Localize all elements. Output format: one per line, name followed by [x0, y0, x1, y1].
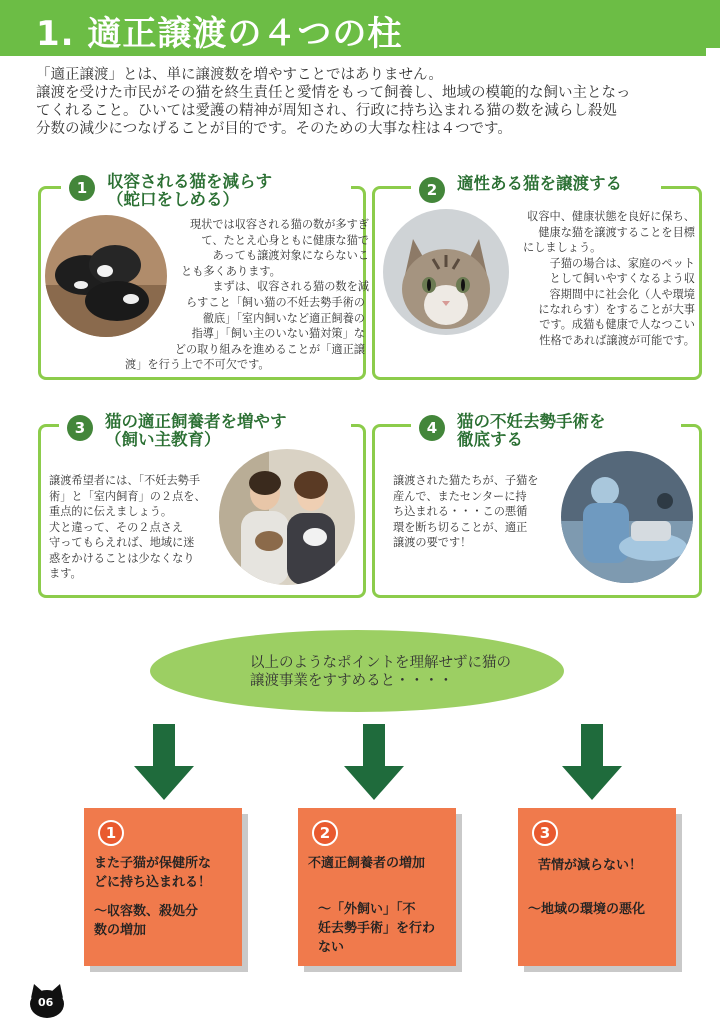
- down-arrow-icon: [344, 724, 404, 800]
- page-number: 06: [38, 996, 54, 1009]
- pillar-3-line: ます。: [49, 567, 82, 580]
- pillar-1-line: あっても譲渡対象にならないこ: [212, 249, 369, 262]
- warning-callout: [150, 630, 564, 712]
- pillar-1-text: [159, 217, 369, 295]
- pillar-1-line: とも多くあります。: [181, 264, 281, 278]
- page-title: 1. 適正譲渡の４つの柱: [36, 14, 403, 54]
- pillar-1-line: て、たとえ心身ともに健康な猫で: [201, 233, 369, 247]
- pillar-2-line: 子猫の場合は、家庭のペット: [549, 256, 695, 270]
- pillar-2-text: [495, 209, 695, 318]
- pillar-4-text: [393, 473, 563, 551]
- result-box-1: [84, 808, 242, 966]
- result-1-title: また子猫が保健所な どに持ち込まれる！: [94, 856, 212, 890]
- intro-line: てくれること。ひいては愛護の精神が周知され、行政に持ち込まれる猫の数を減らし殺処: [36, 103, 617, 119]
- pillar-2-line: 容期間中に社会化（人や環境: [549, 287, 695, 301]
- intro-line: 分数の減少につなげることが目的です。そのための大事な柱は４つです。: [36, 121, 512, 137]
- pillar-3-line: 重点的に伝えましょう。: [49, 505, 173, 518]
- result-box-3: [518, 808, 676, 966]
- pillar-2-line: 性格であれば譲渡が可能です。: [539, 333, 695, 347]
- result-2-detail: ～「外飼い」「不 妊去勢手術」を行わ ない: [318, 902, 436, 955]
- down-arrow-icon: [562, 724, 622, 800]
- intro-paragraph: [36, 66, 696, 138]
- pillar-3-number-badge: 3: [67, 415, 93, 441]
- pillar-4-number-badge: 4: [419, 415, 445, 441]
- pillar-1-line: 渡」を行う上で不可欠です。: [125, 358, 270, 371]
- pillar-1-line: どの取り組みを進めることが「適正譲: [174, 342, 365, 356]
- intro-line: 譲渡を受けた市民がその猫を終生責任と愛情をもって飼養し、地域の模範的な飼い主となっ: [36, 85, 631, 101]
- pillar-2-line: にしましょう。: [523, 241, 602, 254]
- warning-callout-text: [250, 654, 511, 690]
- pillar-1-line: 徹底」「室内飼いなど適正飼養の: [202, 311, 365, 325]
- title-bar: [0, 0, 720, 56]
- callout-line: 以上のようなポイントを理解せずに猫の: [250, 655, 511, 671]
- pillar-2-line: 健康な猫を譲渡することを目標: [538, 225, 695, 239]
- pillar-4-line: 産んで、またセンターに持: [393, 489, 527, 503]
- pillar-1-box: [38, 172, 369, 380]
- pillar-2-box: [372, 174, 702, 380]
- result-2-title: 不適正飼養者の増加: [308, 856, 426, 871]
- adopters-photo: [219, 449, 355, 585]
- pillar-4-line: 譲渡された猫たちが、子猫を: [393, 474, 539, 487]
- pillar-3-line: 惑をかけることは少なくなり: [49, 551, 195, 565]
- pillar-4-box: [372, 412, 702, 598]
- pillar-3-line: 譲渡希望者には、「不妊去勢手: [49, 474, 201, 487]
- surgery-photo: [561, 451, 693, 583]
- pillar-3-header: [59, 413, 351, 449]
- pillar-2-line: です。成猫も健康で人なつこい: [539, 318, 695, 331]
- pillar-2-number-badge: 2: [419, 177, 445, 203]
- result-2-number-badge: 2: [312, 820, 338, 846]
- pillar-1-number-badge: 1: [69, 175, 95, 201]
- pillar-2-line: 収容中、健康状態を良好に保ち、: [527, 210, 695, 223]
- result-1-detail: ～収容数、殺処分 数の増加: [94, 904, 199, 938]
- pillar-1-line: らすこと「飼い猫の不妊去勢手術の: [185, 296, 365, 309]
- pillar-3-line: 守ってもらえれば、地域に迷: [49, 536, 195, 549]
- pillar-3-line: 術」と「室内飼育」の２点を、: [49, 489, 206, 503]
- callout-line: 譲渡事業をすすめると・・・・: [250, 673, 454, 689]
- pillar-1-line: まずは、収容される猫の数を減: [212, 280, 369, 293]
- pillar-1-text-lower: [45, 295, 365, 373]
- title-corner: [706, 48, 720, 56]
- pillar-2-line: として飼いやすくなるよう収: [549, 272, 695, 285]
- result-3-number-badge: 3: [532, 820, 558, 846]
- result-3-detail: ～地域の環境の悪化: [528, 902, 646, 917]
- pillar-2-header: [411, 175, 661, 203]
- pillar-1-line: 指導」「飼い主のいない猫対策」な: [191, 327, 365, 340]
- pillar-3-line: 犬と違って、その２点さえ: [49, 520, 184, 534]
- pillar-2-title: 適性ある猫を譲渡する: [457, 174, 622, 193]
- pillar-4-line: 譲渡の要です！: [393, 536, 472, 549]
- pillar-3-box: [38, 412, 366, 598]
- pillar-3-title: 猫の適正飼養者を増やす （飼い主教育）: [105, 412, 287, 449]
- pillar-4-line: 環を断ち切ることが、適正: [393, 520, 528, 534]
- pillar-2-line: になれらす）をすることが大事: [538, 303, 695, 316]
- pillar-2-text-lower: [475, 317, 695, 348]
- result-3-title: 苦情が減らない！: [538, 858, 643, 873]
- intro-line: 「適正譲渡」とは、単に譲渡数を増やすことではありません。: [36, 67, 443, 83]
- pillar-1-header: [61, 173, 351, 209]
- down-arrow-icon: [134, 724, 194, 800]
- pillar-4-header: [411, 413, 681, 449]
- pillar-1-title: 収容される猫を減らす （蛇口をしめる）: [107, 172, 272, 209]
- result-1-number-badge: 1: [98, 820, 124, 846]
- pillar-4-title: 猫の不妊去勢手術を 徹底する: [457, 412, 606, 449]
- page-number-cat: [28, 984, 66, 1018]
- result-box-2: [298, 808, 456, 966]
- pillar-4-line: ち込まれる・・・この悪循: [393, 505, 528, 518]
- pillar-3-text: [49, 473, 229, 582]
- pillar-1-line: 現状では収容される猫の数が多すぎ: [189, 218, 369, 231]
